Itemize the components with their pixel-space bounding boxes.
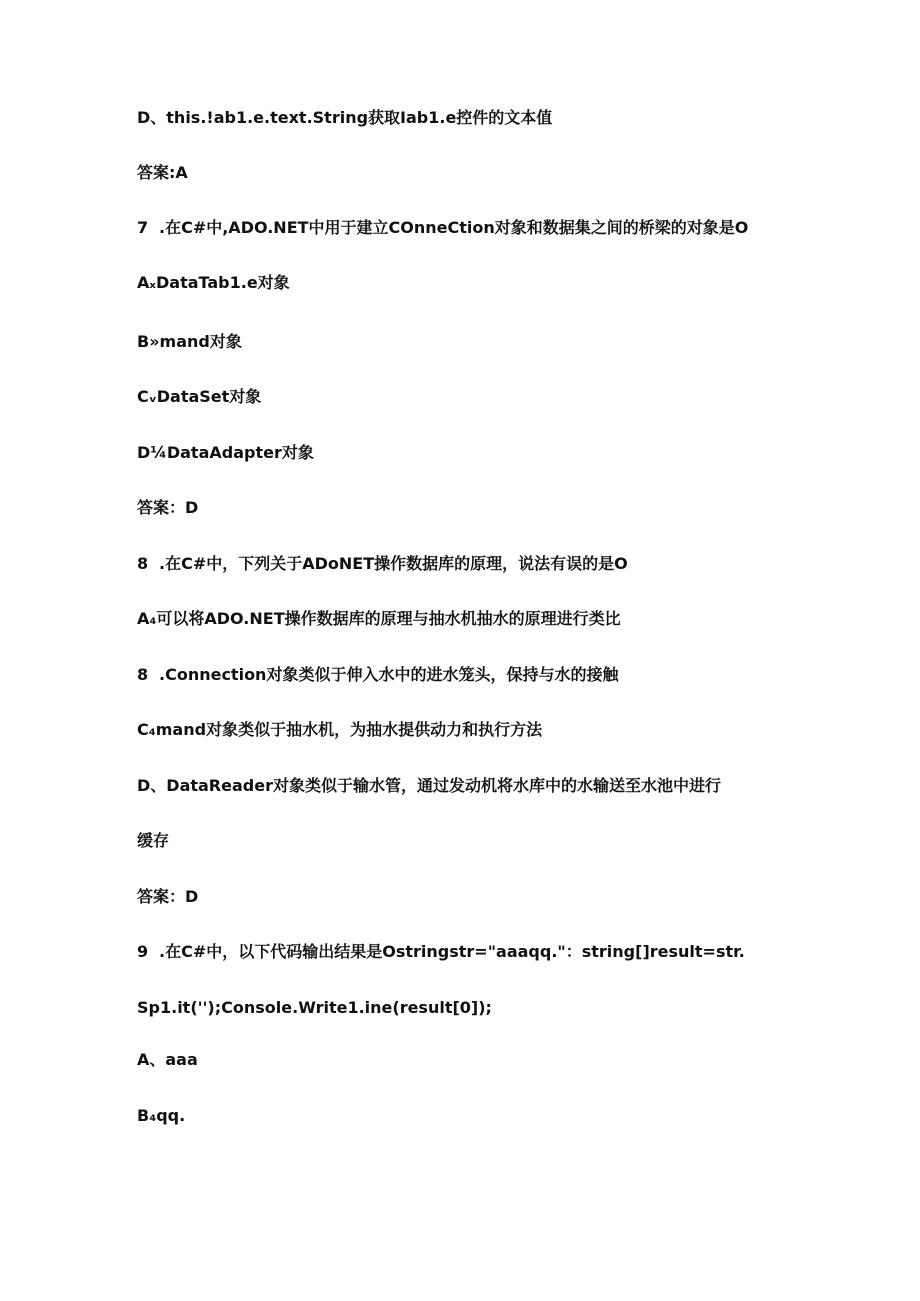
option-d-line: D、DataReader对象类似于输水管，通过发动机将水库中的水输送至水池中进行 xyxy=(137,776,721,795)
option-a-line: A、aaa xyxy=(137,1050,198,1069)
option-text: .Connection对象类似于伸入水中的进水笼头，保持与水的接触 xyxy=(159,665,619,684)
option-d-continuation: 缓存 xyxy=(137,831,170,850)
question-number: 9 xyxy=(137,942,149,961)
code-continuation: Sp1.it('');Console.Write1.ine(result[0]); xyxy=(137,998,492,1017)
question-text: .在C#中，下列关于ADoNET操作数据库的原理，说法有误的是O xyxy=(159,554,628,573)
answer-line: 答案：D xyxy=(137,498,199,517)
option-b-line xyxy=(137,665,618,685)
question-9 xyxy=(137,942,745,962)
question-8 xyxy=(137,554,628,574)
option-b-line: B»mand对象 xyxy=(137,332,242,351)
question-number: 8 xyxy=(137,554,149,573)
answer-line: 答案:A xyxy=(137,163,188,182)
question-text: .在C#中，以下代码输出结果是Ostringstr="aaaqq."：string[]result=str. xyxy=(159,942,745,961)
question-7 xyxy=(137,218,748,238)
option-a-line: A₄可以将ADO.NET操作数据库的原理与抽水机抽水的原理进行类比 xyxy=(137,609,621,628)
option-d-line: D¼DataAdapter对象 xyxy=(137,443,314,462)
question-text: .在C#中,ADO.NET中用于建立COnneCtion对象和数据集之间的桥梁的对象是O xyxy=(159,218,749,237)
option-d-line: D、this.!ab1.e.text.String获取Iab1.e控件的文本值 xyxy=(137,108,553,127)
answer-line: 答案：D xyxy=(137,887,199,906)
question-number: 7 xyxy=(137,218,149,237)
option-c-line: CᵥDataSet对象 xyxy=(137,387,262,406)
option-b-line: B₄qq. xyxy=(137,1106,186,1125)
option-c-line: C₄mand对象类似于抽水机，为抽水提供动力和执行方法 xyxy=(137,720,543,739)
option-marker: 8 xyxy=(137,665,149,684)
option-a-line: AₓDataTab1.e对象 xyxy=(137,273,290,292)
